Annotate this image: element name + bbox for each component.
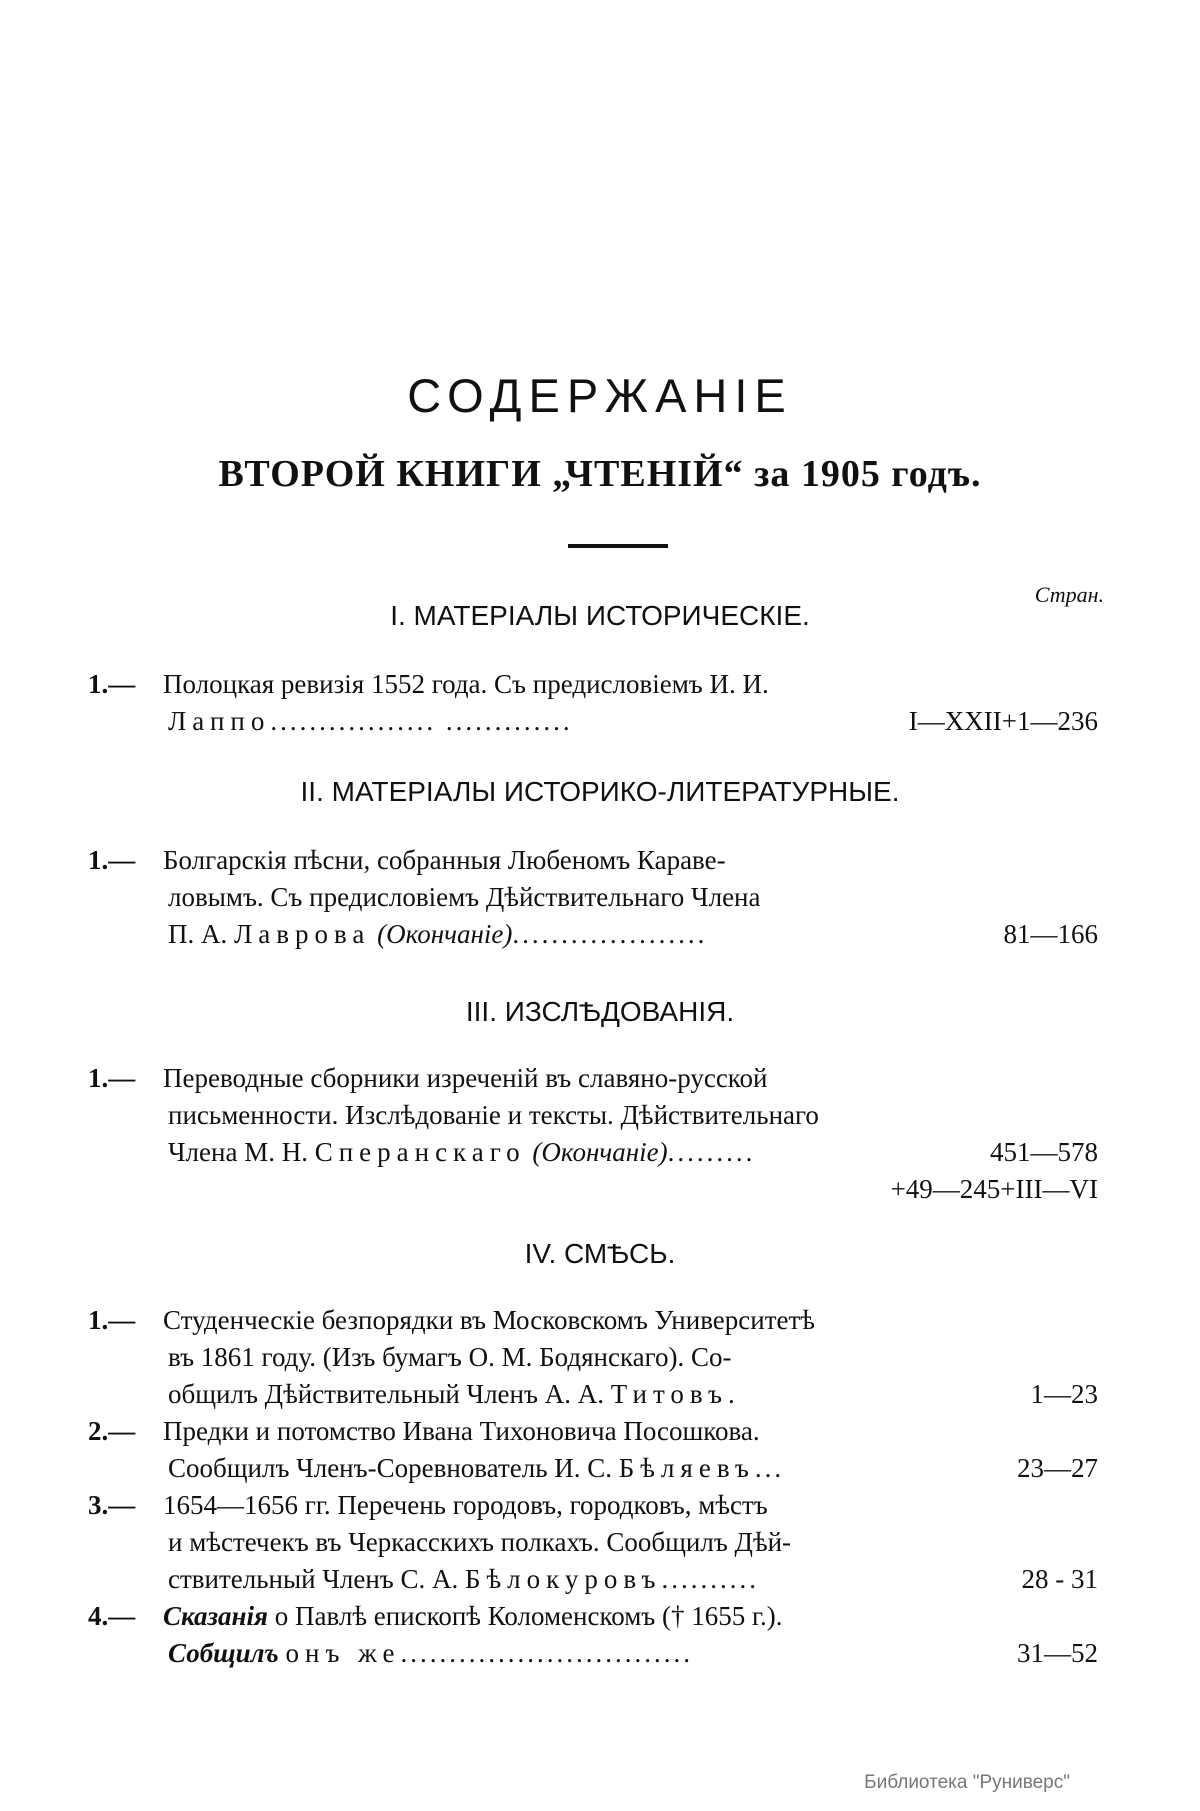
entry-prefix: П. А.: [168, 919, 228, 949]
entry-prefix: Сообщилъ Членъ-Соревнователь И. С.: [168, 1453, 613, 1483]
entry-prefix: ствительный Членъ С. А.: [168, 1564, 459, 1594]
section-heading-3: III. ИЗСЛѢДОВАНІЯ.: [465, 996, 735, 1027]
entry-pages: 1—23: [1030, 1379, 1098, 1409]
entry-title-line: и мѣстечекъ въ Черкасскихъ полкахъ. Сообщилъ Дѣй-: [168, 1527, 792, 1557]
page-title: СОДЕРЖАНІЕ: [407, 369, 793, 422]
entry-title-line: Полоцкая ревизія 1552 года. Съ предисловіемъ И. И.: [163, 669, 769, 699]
entry-author-line: [88, 1134, 1098, 1171]
entry-title-line: Переводные сборники изреченій въ славяно-русской: [163, 1063, 768, 1093]
entry-author: Бѣлокуровъ: [465, 1564, 662, 1594]
page-subtitle: ВТОРОЙ КНИГИ „ЧТЕНІЙ“ за 1905 годъ.: [218, 453, 982, 495]
entry-note: (Окончаніе): [532, 1137, 668, 1167]
entry-pages: 31—52: [1017, 1638, 1098, 1668]
entry-prefix: Собщилъ: [168, 1638, 279, 1668]
entry-title-rest: о Павлѣ епископѣ Коломенскомъ († 1655 г.).: [274, 1601, 783, 1631]
entry-title-line: 1654—1656 гг. Перечень городовъ, городковъ, мѣстъ: [163, 1490, 768, 1520]
section-heading-2: II. МАТЕРІАЛЫ ИСТОРИКО-ЛИТЕРАТУРНЫЕ.: [300, 776, 900, 807]
entry-pages: 451—578: [990, 1137, 1098, 1167]
toc-entry: [88, 1060, 1098, 1208]
entry-author: онъ же: [285, 1638, 401, 1668]
entry-title-line: ловымъ. Съ предисловіемъ Дѣйствительнаго Члена: [168, 882, 761, 912]
entry-number: 1.—: [88, 669, 136, 699]
entry-pages-extra: +49—245+III—VI: [890, 1174, 1098, 1204]
library-watermark: Библиотека "Руниверс": [864, 1772, 1070, 1793]
leader-dots: ..........: [661, 1564, 759, 1594]
leader-dots: ..............................: [400, 1638, 693, 1668]
page-column-label: Стран.: [1034, 582, 1104, 607]
leader-dots: ....................: [512, 919, 708, 949]
entry-prefix: Члена М. Н.: [168, 1137, 308, 1167]
title-divider: [568, 544, 668, 548]
toc-entry: [88, 1598, 1098, 1672]
toc-entry: [88, 666, 1098, 740]
entry-author-line: [88, 703, 1098, 740]
section-heading-1: I. МАТЕРІАЛЫ ИСТОРИЧЕСКІЕ.: [390, 600, 810, 631]
toc-entry: [88, 1487, 1098, 1598]
entry-author: Титовъ.: [610, 1379, 741, 1409]
leader-dots: ...: [754, 1453, 785, 1483]
entry-author: Сперанскаго: [314, 1137, 526, 1167]
entry-title-line: [88, 1598, 1098, 1635]
entry-author-line: [88, 1561, 1098, 1598]
entry-number: 1.—: [88, 1063, 136, 1093]
entry-title-line: Предки и потомство Ивана Тихоновича Посошкова.: [163, 1416, 760, 1446]
entry-number: 4.—: [88, 1601, 136, 1631]
entry-number: 3.—: [88, 1490, 136, 1520]
entry-pages: 23—27: [1017, 1453, 1098, 1483]
entry-author-line: [88, 916, 1098, 953]
entry-author-line: [88, 1376, 1098, 1413]
entry-author: Бѣляевъ: [618, 1453, 755, 1483]
toc-entry: [88, 842, 1098, 953]
leader-dots: ................. .............: [270, 706, 573, 736]
entry-author: Лаврова: [234, 919, 371, 949]
entry-note: (Окончаніе): [377, 919, 513, 949]
section-heading-4: IV. СМѢСЬ.: [524, 1238, 676, 1269]
entry-pages: 81—166: [1003, 919, 1098, 949]
entry-title-line: въ 1861 году. (Изъ бумагъ О. М. Бодянскаго). Со-: [168, 1342, 732, 1372]
toc-entry: [88, 1413, 1098, 1487]
entry-title-lead: Сказанія: [163, 1601, 268, 1631]
entry-number: 1.—: [88, 845, 136, 875]
toc-entry: [88, 1302, 1098, 1413]
entry-pages: I—XXII+1—236: [908, 706, 1098, 736]
entry-author-line: [88, 1635, 1098, 1672]
leader-dots: .........: [667, 1137, 756, 1167]
entry-pages: 28 - 31: [1021, 1564, 1098, 1594]
entry-number: 2.—: [88, 1416, 136, 1446]
entry-title-line: Болгарскія пѣсни, собранныя Любеномъ Караве-: [163, 845, 726, 875]
entry-author: Лаппо: [168, 706, 271, 736]
entry-number: 1.—: [88, 1305, 136, 1335]
entry-author-line: [88, 1450, 1098, 1487]
entry-title-line: письменности. Изслѣдованіе и тексты. Дѣйствительнаго: [168, 1100, 819, 1130]
entry-title-line: Студенческіе безпорядки въ Московскомъ Университетѣ: [163, 1305, 815, 1335]
entry-prefix: общилъ Дѣйствительный Членъ А. А.: [168, 1379, 604, 1409]
